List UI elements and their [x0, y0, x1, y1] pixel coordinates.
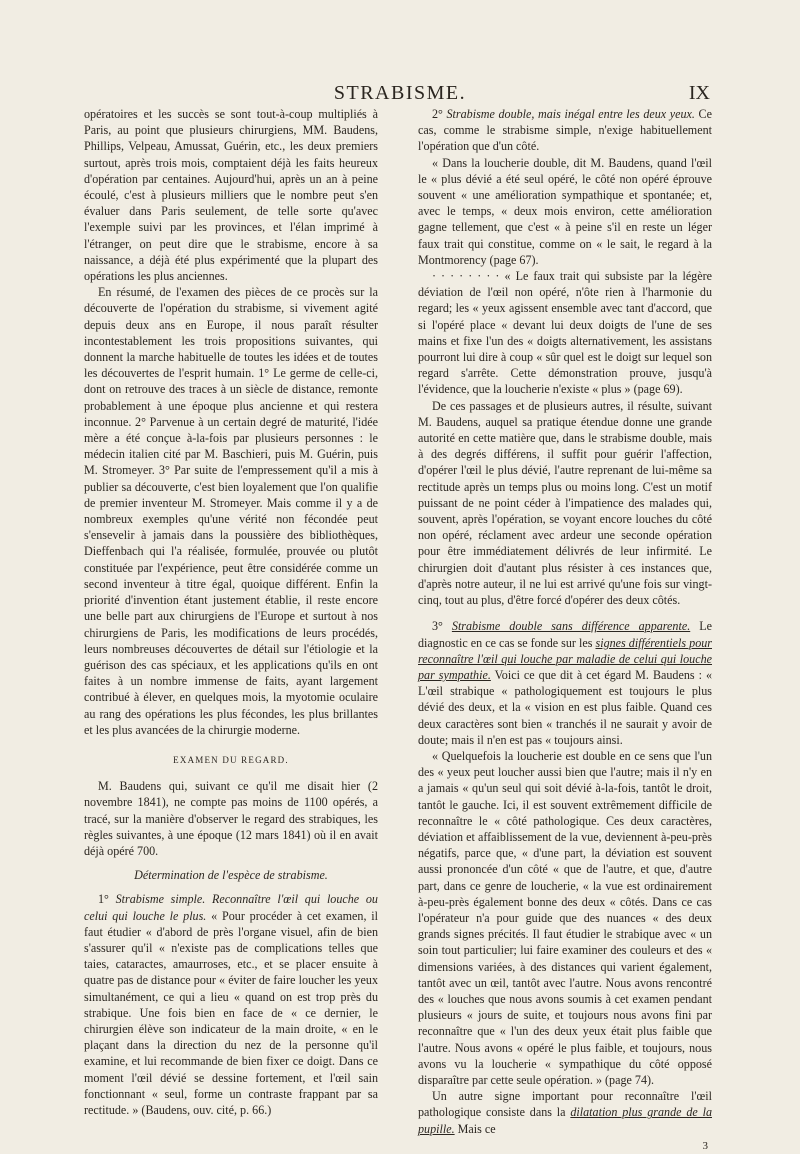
paragraph	[418, 1088, 712, 1137]
paragraph-text: Un autre signe important pour reconnaître l'œil pathologique consiste dans la	[418, 1089, 712, 1120]
paragraph	[418, 618, 712, 748]
paragraph: · · · · · · · · « Le faux trait qui subsiste par la légère déviation de l'œil non opéré, n'ôte rien à l'harmonie du regard; les « yeux agissent ensemble avec tant d'accord, que si l'opéré place « devant lui deux doigts de l'une de ses mains et fixe l'un des « doigts alternativement, les assistans pourront lui dire à coup « sûr quel est le doigt sur lequel son regard s'arrête. Cette démonstration prouve, jusqu'à l'évidence, que la loucherie n'existe « plus » (page 69).	[418, 269, 712, 397]
section-title: EXAMEN DU REGARD.	[173, 754, 289, 765]
paragraph: De ces passages et de plusieurs autres, il résulte, suivant M. Baudens, auquel sa pratique étendue donne une grande autorité en cette matière que, dans le strabisme double, mais à des degrés différens, il suffit pour guérir l'affection, d'opérer l'œil le plus dévié, l'autre reprenant de lui-même sa rectitude après un temps plus ou moins long. C'est un motif puissant de ne point céder à l'impatience des malades qui, souvent, après l'opération, se voyant encore louches du côté non opéré, réclament avec ardeur une seconde opération pour être immédiatement délivrés de leur infirmité. Le chirurgien doit d'autant plus résister à ces instances que, d'après notre auteur, il ne lui est arrivé qu'une fois sur vingt-cinq, tout au plus, d'être forcé d'opérer des deux côtés.	[418, 398, 712, 608]
list-number: 2°	[432, 107, 447, 121]
running-title: STRABISME.	[333, 82, 467, 104]
left-column	[84, 106, 378, 1118]
italic-heading: Strabisme double sans différence apparente.	[451, 619, 691, 634]
page-number: IX	[688, 82, 710, 104]
subsection-title: Détermination de l'espèce de strabisme.	[134, 868, 328, 883]
paragraph: M. Baudens qui, suivant ce qu'il me disait hier (2 novembre 1841), ne compte pas moins de 1100 opérés, a tracé, sur la manière d'observer le regard des strabiques, les règles suivantes, à une époque (12 mars 1841) où il en avait déjà opéré 700.	[84, 779, 378, 858]
paragraph: « Dans la loucherie double, dit M. Baudens, quand l'œil le « plus dévié a été seul opéré, le côté non opéré éprouve souvent « une amélioration sympathique et spontanée; et, avec le temps, « deux mois environ, cette amélioration gagne tellement, que c'est « à peine s'il en reste un léger faux trait qui constitue, comme on « le sait, le regard à la Montmorency (page 67).	[418, 155, 712, 267]
paragraph: En résumé, de l'examen des pièces de ce procès sur la découverte de l'opération du strabisme, si vivement agité depuis deux ans en Europe, il nous paraît résulter incontestablement les trois propositions suivantes, qui donnent la marche habituelle de toutes les idées et de toutes les découvertes de l'esprit humain. 1° Le germe de celle-ci, dont on retrouve des traces à un siècle de distance, remonte probablement à une époque plus ancienne et qui restera inconnue. 2° Parvenue à un certain degré de maturité, l'idée mère a été conçue à-la-fois par plusieurs personnes : le médecin italien cité par M. Baschieri, puis M. Guérin, puis M. Stromeyer. 3° Par suite de l'empressement qu'il a mis à publier sa découverte, c'est bien loyalement que l'on qualifie de premier inventeur M. Stromeyer. Mais comme il y a de nombreux exemples qu'une vérité non fécondée peut s'ensevelir à jamais dans la poussière des bibliothèques, Dieffenbach qui l'a réalisée, formulée, prouvée ou plutôt constituée par l'expérience, peut être considérée comme un second inventeur à titre égal, quoique différent. Enfin la priorité d'invention étant justement établie, il reste encore une belle part aux chirurgiens de l'Europe et surtout à nos chirurgiens de Paris, les modifications de leurs procédés, leurs nombreuses découvertes de détail sur l'étiologie et la guérison des cas spéciaux, et les applications qu'ils en ont faites à un nombre immense de faits, ayant largement contribué à élever, en quelques mois, la myotomie oculaire au rang des opérations les plus fécondes, les plus brillantes et les plus avancées de la chirurgie moderne.	[84, 285, 378, 737]
paragraph: opératoires et les succès se sont tout-à-coup multipliés à Paris, au point que plusieurs chirurgiens, MM. Baudens, Phillips, Velpeau, Amussat, Guérin, etc., les deux premiers surtout, après trois mois, comptaient déjà les faits heureux d'opération par centaines. Aujourd'hui, après un an à peine écoulé, c'est à plusieurs milliers que le nombre peut s'en évaluer dans Paris seulement, de telle sorte qu'avec l'exemple suivi par les provinces, et l'élan imprimé à l'étranger, on peut dire que le strabisme, encore à sa naissance, a déjà été plus expérimenté que la plupart des opérations les plus anciennes.	[84, 107, 378, 284]
paragraph-text: Mais ce	[454, 1121, 496, 1136]
paragraph: « Quelquefois la loucherie est double en ce sens que l'un des « yeux peut loucher aussi bien que l'autre; mais il n'y en a jamais « qu'un seul qui soit dévié à-la-fois, tantôt le droit, tantôt le gauche. Ici, il est souvent extrêmement difficile de reconnaître le « côté pathologique. Ces deux caractères, déviation et affaiblissement de la vue, deviennent à-peu-près négatifs, parce que, « d'une part, la déviation est souvent aussi prononcée d'un côté « que de l'autre, et que, d'autre part, dans ce genre de loucherie, « la vue est ordinairement à-peu-près également bonne des deux « côtés. Dans ce cas l'opérateur n'a pour guide que des nuances « des deux grands signes précités. Il faut étudier le strabique avec « un soin tout particulier; lui faire examiner des couleurs et des « dimensions variées, à des distances qui varient également, tantôt avec un œil, tantôt avec l'autre. Nous avons rencontré des « louches que nous avons soumis à cet examen pendant plusieurs « jours de suite, et toujours nous avons fini par reconnaître que « l'un des deux yeux était plus faible que l'autre. Nous avons « opéré le plus faible, et toujours, nous avons vu la loucherie « sympathique du côté opposé disparaître par cette seule opération. » (page 74).	[418, 748, 712, 1087]
list-number: 3°	[432, 619, 452, 634]
paragraph	[418, 106, 712, 155]
signature-mark: 3	[702, 1139, 708, 1152]
paragraph-text: Le diagnostic en ce cas se fonde sur les	[418, 619, 712, 650]
paragraph	[84, 891, 378, 1118]
spacer	[418, 608, 712, 618]
paragraph-text: « Pour procéder à cet examen, il faut étudier « d'abord de près l'organe visuel, afin de bien s'assurer qu'il « n'existe pas de complications telles que taies, cataractes, amaurroses, etc., et se placer ensuite à quatre pas de distance pour « éviter de faire loucher les yeux simultanément, ce qui a lieu « quand on est trop près du strabique. Une fois bien en face de « ce dernier, le chirurgien élève son indicateur de la main droite, « en le plaçant dans la direction du nez de la personne qu'il examine, et lui recommande de bien fixer ce doigt. Dans ce moment l'œil dévié se dessine fortement, et l'œil sain fonctionnant « seul, forme un contraste frappant par sa rectitude. » (Baudens, ouv. cité, p. 66.)	[84, 908, 378, 1117]
right-column	[418, 106, 712, 1154]
paragraph-text: Ce cas, comme le strabisme simple, n'exige habituellement l'opération que d'un côté.	[418, 107, 712, 154]
italic-heading: Strabisme double, mais inégal entre les deux yeux.	[446, 107, 695, 121]
italic-phrase: dilatation plus grande de la pupille.	[418, 1105, 712, 1136]
paragraph-text: Voici ce que dit à cet égard M. Baudens : « L'œil strabique « pathologiquement est toujours le plus dévié des deux, et la « vision en est plus faible. Quand ces deux caractères sont bien « tranchés il ne saurait y avoir de doute; mais il n'en est pas « toujours ainsi.	[418, 667, 712, 747]
italic-phrase: signes différentiels pour reconnaître l'œil qui louche par maladie de celui qui louche par sympathie.	[418, 635, 712, 682]
italic-heading: Strabisme simple. Reconnaître l'œil qui louche ou celui qui louche le plus.	[84, 892, 378, 923]
list-number: 1°	[98, 892, 116, 907]
